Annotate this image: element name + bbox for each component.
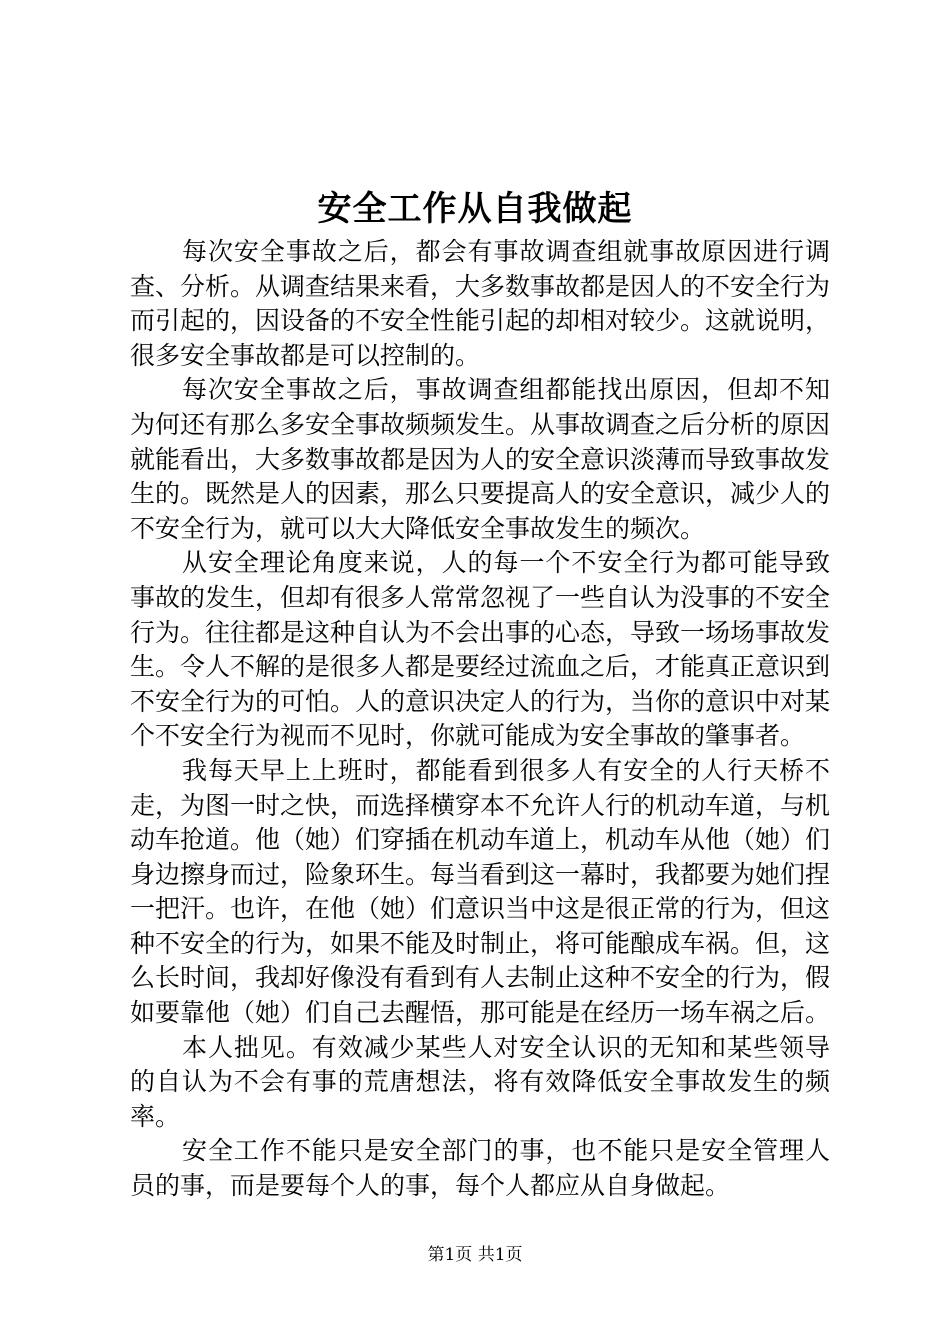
paragraph-4: 我每天早上上班时，都能看到很多人有安全的人行天桥不走，为图一时之快，而选择横穿本不允许人行的机动车道，与机动车抢道。他（她）们穿插在机动车道上，机动车从他（她）们身边擦身而过，险象环生。每当看到这一幕时，我都要为她们捏一把汗。也许，在他（她）们意识当中这是很正常的行为，但这种不安全的行为，如果不能及时制止，将可能酿成车祸。但，这么长时间，我却好像没有看到有人去制止这种不安全的行为，假如要靠他（她）们自己去醒悟，那可能是在经历一场车祸之后。 <box>130 755 831 1028</box>
paragraph-5: 本人拙见。有效减少某些人对安全认识的无知和某些领导的自认为不会有事的荒唐想法，将有效降低安全事故发生的频率。 <box>130 1032 830 1131</box>
paragraph-3: 从安全理论角度来说，人的每一个不安全行为都可能导致事故的发生，但却有很多人常常忽视了一些自认为没事的不安全行为。往往都是这种自认为不会出事的心态，导致一场场事故发生。令人不解的是很多人都是要经过流血之后，才能真正意识到不安全行为的可怕。人的意识决定人的行为，当你的意识中对某个不安全行为视而不见时，你就可能成为安全事故的肇事者。 <box>130 548 831 751</box>
paragraph-1: 每次安全事故之后，都会有事故调查组就事故原因进行调查、分析。从调查结果来看，大多数事故都是因人的不安全行为而引起的，因设备的不安全性能引起的却相对较少。这就说明，很多安全事故都是可以控制的。 <box>130 237 831 370</box>
document-body <box>130 235 830 1204</box>
paragraph-2: 每次安全事故之后，事故调查组都能找出原因，但却不知为何还有那么多安全事故频频发生。从事故调查之后分析的原因就能看出，大多数事故都是因为人的安全意识淡薄而导致事故发生的。既然是人的因素，那么只要提高人的安全意识，减少人的不安全行为，就可以大大降低安全事故发生的频次。 <box>130 375 831 543</box>
paragraph-6: 安全工作不能只是安全部门的事，也不能只是安全管理人员的事，而是要每个人的事，每个人都应从自身做起。 <box>130 1136 830 1201</box>
page-footer: 第1页 共1页 <box>427 1245 523 1265</box>
page-title: 安全工作从自我做起 <box>317 189 633 229</box>
